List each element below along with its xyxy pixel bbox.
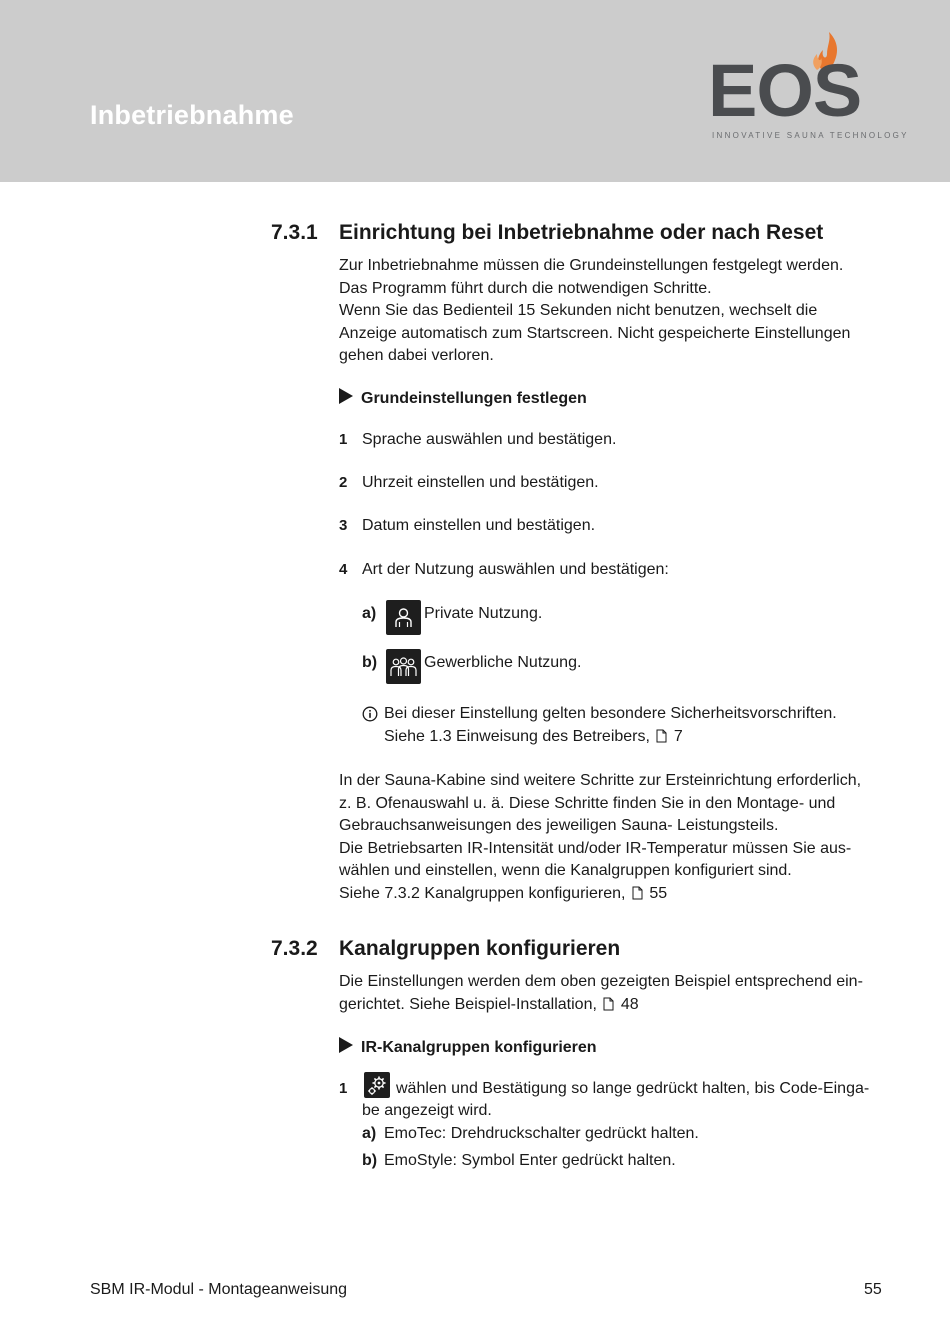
- option-text: Gewerbliche Nutzung.: [424, 654, 582, 671]
- intro-reference[interactable]: [339, 994, 863, 1017]
- action-label: IR-Kanalgruppen konfigurieren: [361, 1039, 597, 1056]
- person-icon: [386, 600, 421, 635]
- intro-line: Wenn Sie das Bedienteil 15 Sekunden nicht benutzen, wechselt die: [339, 302, 818, 319]
- intro-reference-text: gerichtet. Siehe Beispiel-Installation,: [339, 995, 597, 1013]
- outro-line: z. B. Ofenauswahl u. ä. Diese Schritte finden Sie in den Montage- und: [339, 794, 836, 812]
- page-reference-icon: [656, 729, 667, 743]
- section-number: 7.3.2: [271, 937, 318, 960]
- note-reference[interactable]: [384, 726, 683, 749]
- arrow-right-icon: [339, 1037, 353, 1053]
- section-title: Einrichtung bei Inbetriebnahme oder nach Reset: [339, 221, 824, 244]
- page-reference-icon: [632, 886, 643, 900]
- step-text: Art der Nutzung auswählen und bestätigen:: [362, 561, 669, 578]
- logo-wordmark: EOS: [708, 49, 862, 132]
- section-number: 7.3.1: [271, 221, 318, 244]
- note-line: Bei dieser Einstellung gelten besondere Sicherheitsvorschriften.: [384, 705, 837, 722]
- outro-page-number: 55: [649, 884, 668, 902]
- footer-document-title: SBM IR-Modul - Montageanweisung: [90, 1281, 348, 1298]
- intro-page-number: 48: [620, 995, 639, 1013]
- footer-page-number: 55: [864, 1281, 882, 1298]
- settings-gears-icon: [364, 1072, 390, 1098]
- page-reference-icon: [603, 997, 614, 1011]
- step-number: 4: [339, 561, 348, 578]
- step-number: 3: [339, 517, 348, 534]
- option-label: b): [362, 654, 378, 671]
- outro-line: In der Sauna-Kabine sind weitere Schritte zur Ersteinrichtung erforderlich,: [339, 772, 862, 789]
- section2-intro: [339, 971, 863, 1016]
- info-icon: [362, 706, 378, 722]
- action-heading-grundeinstellungen: [339, 388, 587, 408]
- intro-line: Das Programm führt durch die notwendigen Schritte.: [339, 279, 712, 297]
- intro-line: gehen dabei verloren.: [339, 347, 494, 364]
- substep-label: a): [362, 1125, 377, 1142]
- step-text: Sprache auswählen und bestätigen.: [362, 431, 617, 448]
- chapter-title: Inbetriebnahme: [90, 100, 294, 130]
- intro-line: Zur Inbetriebnahme müssen die Grundeinstellungen festgelegt werden.: [339, 257, 844, 274]
- note-page-number: 7: [673, 728, 683, 745]
- section1-intro: [339, 255, 850, 368]
- step-text: Datum einstellen und bestätigen.: [362, 517, 596, 534]
- step-number: 1: [339, 431, 348, 448]
- option-text: Private Nutzung.: [424, 605, 543, 622]
- eos-logo: [708, 32, 909, 144]
- outro-reference-text: Siehe 7.3.2 Kanalgruppen konfigurieren,: [339, 884, 626, 902]
- intro-line: Anzeige automatisch zum Startscreen. Nicht gespeicherte Einstellungen: [339, 324, 851, 342]
- substep-text: EmoTec: Drehdruckschalter gedrückt halten.: [384, 1125, 699, 1142]
- section1-outro: [339, 770, 861, 905]
- logo-tagline: INNOVATIVE SAUNA TECHNOLOGY: [712, 131, 909, 140]
- substep-text: EmoStyle: Symbol Enter gedrückt halten.: [384, 1152, 676, 1169]
- step-number: 1: [339, 1080, 348, 1097]
- page-header: [0, 0, 950, 182]
- option-label: a): [362, 605, 377, 622]
- step-number: 2: [339, 474, 348, 491]
- substep-label: b): [362, 1152, 378, 1169]
- step-text: Uhrzeit einstellen und bestätigen.: [362, 474, 599, 491]
- outro-line: Gebrauchsanweisungen des jeweiligen Sauna- Leistungsteils.: [339, 817, 779, 834]
- arrow-right-icon: [339, 388, 353, 404]
- step-text: be angezeigt wird.: [362, 1102, 492, 1119]
- action-heading-kanalgruppen: [339, 1037, 597, 1057]
- section-title: Kanalgruppen konfigurieren: [339, 937, 621, 960]
- note-reference-text: Siehe 1.3 Einweisung des Betreibers,: [384, 728, 650, 745]
- intro-line: Die Einstellungen werden dem oben gezeigten Beispiel entsprechend ein-: [339, 973, 863, 990]
- group-icon: [386, 649, 421, 684]
- outro-reference[interactable]: [339, 883, 861, 906]
- action-label: Grundeinstellungen festlegen: [361, 390, 587, 407]
- step-text: wählen und Bestätigung so lange gedrückt halten, bis Code-Einga-: [396, 1080, 870, 1097]
- outro-line: wählen und einstellen, wenn die Kanalgruppen konfiguriert sind.: [339, 862, 792, 879]
- outro-line: Die Betriebsarten IR-Intensität und/oder IR-Temperatur müssen Sie aus-: [339, 839, 852, 857]
